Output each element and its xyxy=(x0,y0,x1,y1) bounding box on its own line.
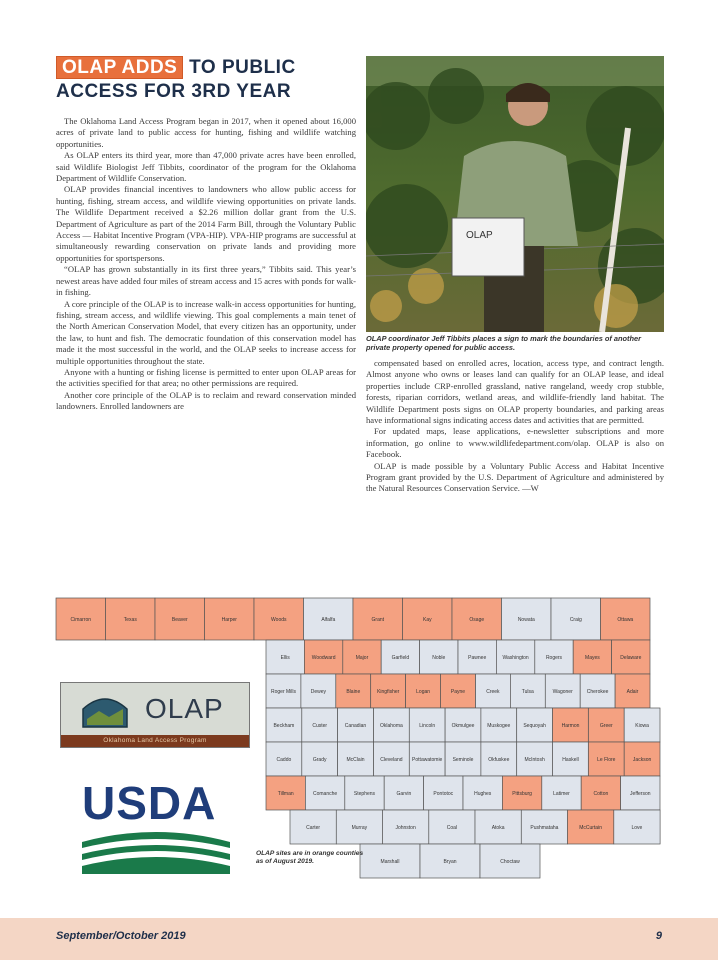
usda-logo-text: USDA xyxy=(82,777,217,829)
county-label: Pawnee xyxy=(468,655,487,661)
article-paragraph: “OLAP has grown substantially in its first three years,” Tibbits said. This year’s newest areas have added four miles of stream access and 15 acres with ponds for walk-in fishing. xyxy=(56,264,356,298)
photo-caption: OLAP coordinator Jeff Tibbits places a sign to mark the boundaries of another private property opened for public access. xyxy=(366,334,642,352)
county-label: Adair xyxy=(626,689,639,695)
county-label: Dewey xyxy=(310,689,327,695)
issue-date: September/October 2019 xyxy=(56,930,186,942)
usda-logo xyxy=(82,778,230,878)
county-label: Marshall xyxy=(380,859,400,865)
county-label: Garfield xyxy=(391,655,410,661)
county-label: Ellis xyxy=(280,655,290,661)
page-number: 9 xyxy=(655,930,662,942)
county-label: McCurtain xyxy=(579,825,602,831)
olap-logo-tagline: Oklahoma Land Access Program xyxy=(61,735,249,747)
county-label: Carter xyxy=(306,825,321,831)
county-label: Blaine xyxy=(346,689,361,695)
county-label: Okfuskee xyxy=(488,757,510,763)
olap-logo-name: OLAP xyxy=(145,693,224,724)
article-paragraph: For updated maps, lease applications, e-newsletter subscriptions and more information, go online to www.wildlifedepartment.com/olap. OLAP is also on Facebook. xyxy=(366,426,664,460)
county-label: Cimarron xyxy=(70,617,92,623)
county-label: Oklahoma xyxy=(380,723,403,729)
article-paragraph: OLAP provides financial incentives to landowners who allow public access for hunting, fishing, stream access, and wildlife viewing opportunities on private lands. The Wildlife Department received a $2.26 million dollar grant from the U.S. Department of Agriculture as part of the 2014 Farm Bill, through the Voluntary Public Access — Habitat Incentive Program (VPA-HIP). VPA-HIP programs are successful at simultaneously rewarding conservation on private lands and providing more opportunities for sportspersons. xyxy=(56,184,356,263)
county-label: Pontotoc xyxy=(433,791,454,797)
map-note: OLAP sites are in orange counties as of August 2019. xyxy=(256,850,364,865)
article-column-2 xyxy=(366,358,664,495)
county-label: Kiowa xyxy=(635,723,649,729)
county-label: Major xyxy=(355,655,369,661)
county-label: Lincoln xyxy=(419,723,436,729)
county-label: Haskell xyxy=(562,757,579,763)
county-label: Comanche xyxy=(313,791,338,797)
county-label: Harmon xyxy=(561,723,580,729)
county-label: Murray xyxy=(351,825,368,831)
county-label: Cherokee xyxy=(586,689,609,695)
headline-rest: TO PUBLIC ACCESS FOR 3RD YEAR xyxy=(56,57,296,102)
county-label: Caddo xyxy=(276,757,292,763)
article-paragraph: The Oklahoma Land Access Program began in 2017, when it opened about 16,000 acres of private land to public access for hunting, fishing and wildlife watching opportunities. xyxy=(56,116,356,149)
county-label: Seminole xyxy=(452,757,474,763)
county-label: Hughes xyxy=(474,791,492,797)
county-label: Jefferson xyxy=(630,791,651,797)
county-label: Johnston xyxy=(395,825,416,831)
county-label: Mayes xyxy=(585,655,600,661)
county-label: Ottawa xyxy=(617,617,634,623)
county-label: Pittsburg xyxy=(512,791,532,797)
county-label: Noble xyxy=(432,655,446,661)
county-label: Muskogee xyxy=(487,723,511,729)
county-label: Coal xyxy=(446,825,458,831)
county-label: Cleveland xyxy=(380,757,403,763)
headline-highlight: OLAP ADDS xyxy=(56,56,183,79)
county-label: Creek xyxy=(486,689,500,695)
county-label: Beckham xyxy=(273,723,295,729)
county-label: McIntosh xyxy=(524,757,545,763)
county-label: Delaware xyxy=(620,655,642,661)
county-label: Wagoner xyxy=(552,689,573,695)
county-label: Pottawatomie xyxy=(412,757,443,763)
county-label: Love xyxy=(631,825,643,831)
county-label: Choctaw xyxy=(500,859,520,865)
county-label: Texas xyxy=(123,617,137,623)
county-label: Sequoyah xyxy=(523,723,546,729)
article-headline xyxy=(56,56,356,104)
county-label: Nowata xyxy=(517,617,535,623)
article-paragraph: compensated based on enrolled acres, location, access type, and contract length. Almost anyone who owns or leases land can qualify for an OLAP lease, and ideal properties include CRP-enrolled grassland, native rangeland, weedy crop stubble, forests, riparian corridors, wetland areas, and wildlife-friendly land habitat. The Wildlife Department posts signs on OLAP property boundaries, and parking areas have informational signs indicating access dates and activities that are permitted. xyxy=(366,358,664,426)
article-paragraph: As OLAP enters its third year, more than 47,000 private acres have been enrolled, said Wildlife Biologist Jeff Tibbits, coordinator of the program for the Oklahoma Department of Wildlife Conservation. xyxy=(56,150,356,184)
sign-text: OLAP xyxy=(466,230,493,241)
county-label: Kay xyxy=(422,617,432,623)
county-label: Jackson xyxy=(632,757,652,763)
county-label: Latimer xyxy=(553,791,570,797)
article-paragraph: Anyone with a hunting or fishing license is permitted to enter upon OLAP areas for the activities specified for that area; no other permissions are required. xyxy=(56,366,356,389)
county-label: Osage xyxy=(469,617,485,623)
county-label: Bryan xyxy=(443,859,457,865)
article-column-1 xyxy=(56,116,356,413)
county-label: Craig xyxy=(569,617,582,623)
county-label: Beaver xyxy=(171,617,188,623)
county-label: Washington xyxy=(502,655,529,661)
county-label: McClain xyxy=(346,757,365,763)
usda-hills-icon xyxy=(82,828,230,878)
photo-illustration xyxy=(366,56,664,332)
county-label: Logan xyxy=(416,689,431,695)
county-label: Custer xyxy=(312,723,328,729)
article-photo xyxy=(366,56,664,332)
county-label: Harper xyxy=(221,617,237,623)
county-label: Greer xyxy=(599,723,613,729)
county-label: Canadian xyxy=(344,723,367,729)
county-label: Garvin xyxy=(396,791,412,797)
article-paragraph: OLAP is made possible by a Voluntary Public Access and Habitat Incentive Program grant provided by the U.S. Department of Agriculture and administered by the Natural Resources Conservation Service. —W xyxy=(366,460,664,494)
county-label: Woods xyxy=(271,617,287,623)
county-label: Le Flore xyxy=(597,757,616,763)
article-paragraph: A core principle of the OLAP is to increase walk-in access opportunities for hunting, fishing, stream access, and wildlife viewing. This goal complements a main tenet of the North American Conservation Model, that every citizen has an opportunity, under the law, to hunt and fish. The democratic foundation of this conservation model has made it the most successful in the world, and the OLAP seeks to increase access for multiple opportunities throughout the state. xyxy=(56,298,356,366)
county-label: Okmulgee xyxy=(451,723,475,729)
county-label: Alfalfa xyxy=(321,617,336,623)
county-label: Woodward xyxy=(311,655,336,661)
county-label: Grant xyxy=(371,617,385,623)
county-label: Cotton xyxy=(593,791,609,797)
county-label: Tulsa xyxy=(521,689,534,695)
county-label: Grady xyxy=(312,757,327,763)
county-label: Rogers xyxy=(545,655,563,661)
page-footer xyxy=(0,918,718,960)
olap-logo xyxy=(60,682,250,748)
county-label: Stephens xyxy=(353,791,376,797)
county-label: Roger Mills xyxy=(270,689,297,695)
county-label: Kingfisher xyxy=(377,689,400,695)
county-label: Payne xyxy=(450,689,466,695)
article-paragraph: Another core principle of the OLAP is to reclaim and reward conservation minded landowners. Enrolled landowners are xyxy=(56,389,356,412)
olap-emblem-icon xyxy=(75,687,135,735)
county-label: Atoka xyxy=(491,825,505,831)
county-label: Pushmataha xyxy=(530,825,559,831)
county-label: Tillman xyxy=(277,791,294,797)
